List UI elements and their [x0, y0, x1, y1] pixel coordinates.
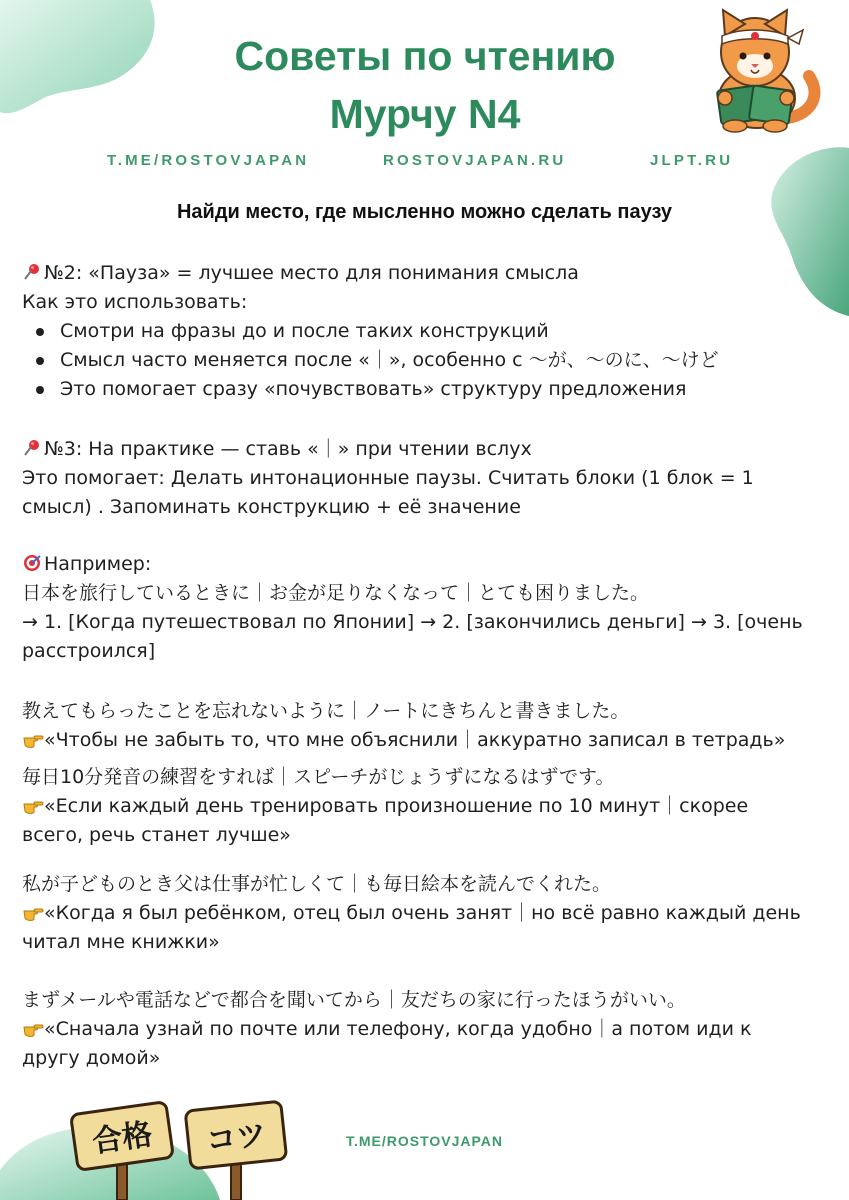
example-japanese: 毎日10分発音の練習をすれば｜スピーチがじょうずになるはずです。	[22, 766, 615, 788]
examples-section	[22, 550, 832, 666]
pointing-hand-icon	[22, 726, 44, 755]
section-2-heading: №2: «Пауза» = лучшее место для понимания смысла	[44, 262, 579, 284]
section-3-text: Это помогает: Делать интонационные паузы. Считать блоки (1 блок = 1 смысл) . Запоминать конструкцию + её значение	[22, 467, 754, 518]
example-japanese: 私が子どものとき父は仕事が忙しくて｜も毎日絵本を読んでくれた。	[22, 873, 612, 895]
header-links	[0, 152, 849, 176]
jlpt-link[interactable]: JLPT.RU	[650, 152, 734, 169]
example-translation-row	[22, 726, 832, 755]
example-russian: «Если каждый день тренировать произношение по 10 минут｜скорее всего, речь станет лучше»	[22, 795, 749, 846]
example-russian: «Чтобы не забыть то, что мне объяснили｜аккуратно записал в тетрадь»	[44, 729, 786, 751]
example-russian: «Когда я был ребёнком, отец был очень занят｜но всё равно каждый день читал мне книжки»	[22, 902, 801, 953]
example-translation: → 1. [Когда путешествовал по Японии] → 2. [закончились деньги] → 3. [очень расстроился]	[22, 611, 803, 662]
sign-1-text: 合格	[90, 1116, 155, 1160]
list-item: Смотри на фразы до и после таких конструкций	[22, 317, 832, 346]
list-item: Смысл часто меняется после «｜», особенно с 〜が、〜のに、〜けど	[22, 346, 832, 375]
section-2-bullets	[22, 317, 832, 404]
footer-telegram-link[interactable]: T.ME/ROSTOVJAPAN	[345, 1133, 504, 1149]
example-item-3	[22, 870, 832, 957]
pointing-hand-icon	[22, 1015, 44, 1044]
pushpin-icon	[22, 435, 44, 464]
example-japanese: 教えてもらったことを忘れないように｜ノートにきちんと書きました。	[22, 700, 630, 722]
section-3-heading: №3: На практике — ставь «｜» при чтении вслух	[44, 438, 532, 460]
telegram-link[interactable]: T.ME/ROSTOVJAPAN	[107, 152, 310, 169]
section-3-heading-row	[22, 435, 832, 464]
subtitle: Найди место, где мысленно можно сделать паузу	[176, 201, 673, 223]
example-item-2	[22, 763, 832, 850]
examples-heading: Например:	[44, 553, 152, 575]
page-title-line-2: Мурчу N4	[329, 91, 521, 137]
example-japanese: まずメールや電話などで都合を聞いてから｜友だちの家に行ったほうがいい。	[22, 989, 686, 1011]
sign-2-text: コツ	[204, 1117, 268, 1160]
example-japanese: 日本を旅行しているときに｜お金が足りなくなって｜とても困りました。	[22, 582, 650, 604]
section-2-intro: Как это использовать:	[22, 291, 248, 313]
pointing-hand-icon	[22, 792, 44, 821]
example-item-4	[22, 986, 832, 1073]
section-3	[22, 435, 832, 522]
example-translation-row	[22, 899, 812, 957]
page-title-line-1: Советы по чтению	[234, 33, 616, 79]
target-icon	[22, 550, 44, 579]
section-2	[22, 259, 832, 404]
examples-heading-row	[22, 550, 832, 579]
example-item-1	[22, 697, 832, 755]
example-translation-row	[22, 792, 812, 850]
example-translation-row	[22, 1015, 812, 1073]
website-link[interactable]: ROSTOVJAPAN.RU	[383, 152, 567, 169]
goukaku-sign	[66, 1098, 178, 1200]
pushpin-icon	[22, 259, 44, 288]
pointing-hand-icon	[22, 899, 44, 928]
kotsu-sign	[180, 1098, 292, 1200]
list-item: Это помогает сразу «почувствовать» структуру предложения	[22, 375, 832, 404]
example-russian: «Сначала узнай по почте или телефону, когда удобно｜а потом иди к другу домой»	[22, 1018, 752, 1069]
section-2-heading-row	[22, 259, 832, 288]
top-left-blob	[0, 0, 170, 120]
cat-mascot-illustration	[695, 6, 825, 134]
